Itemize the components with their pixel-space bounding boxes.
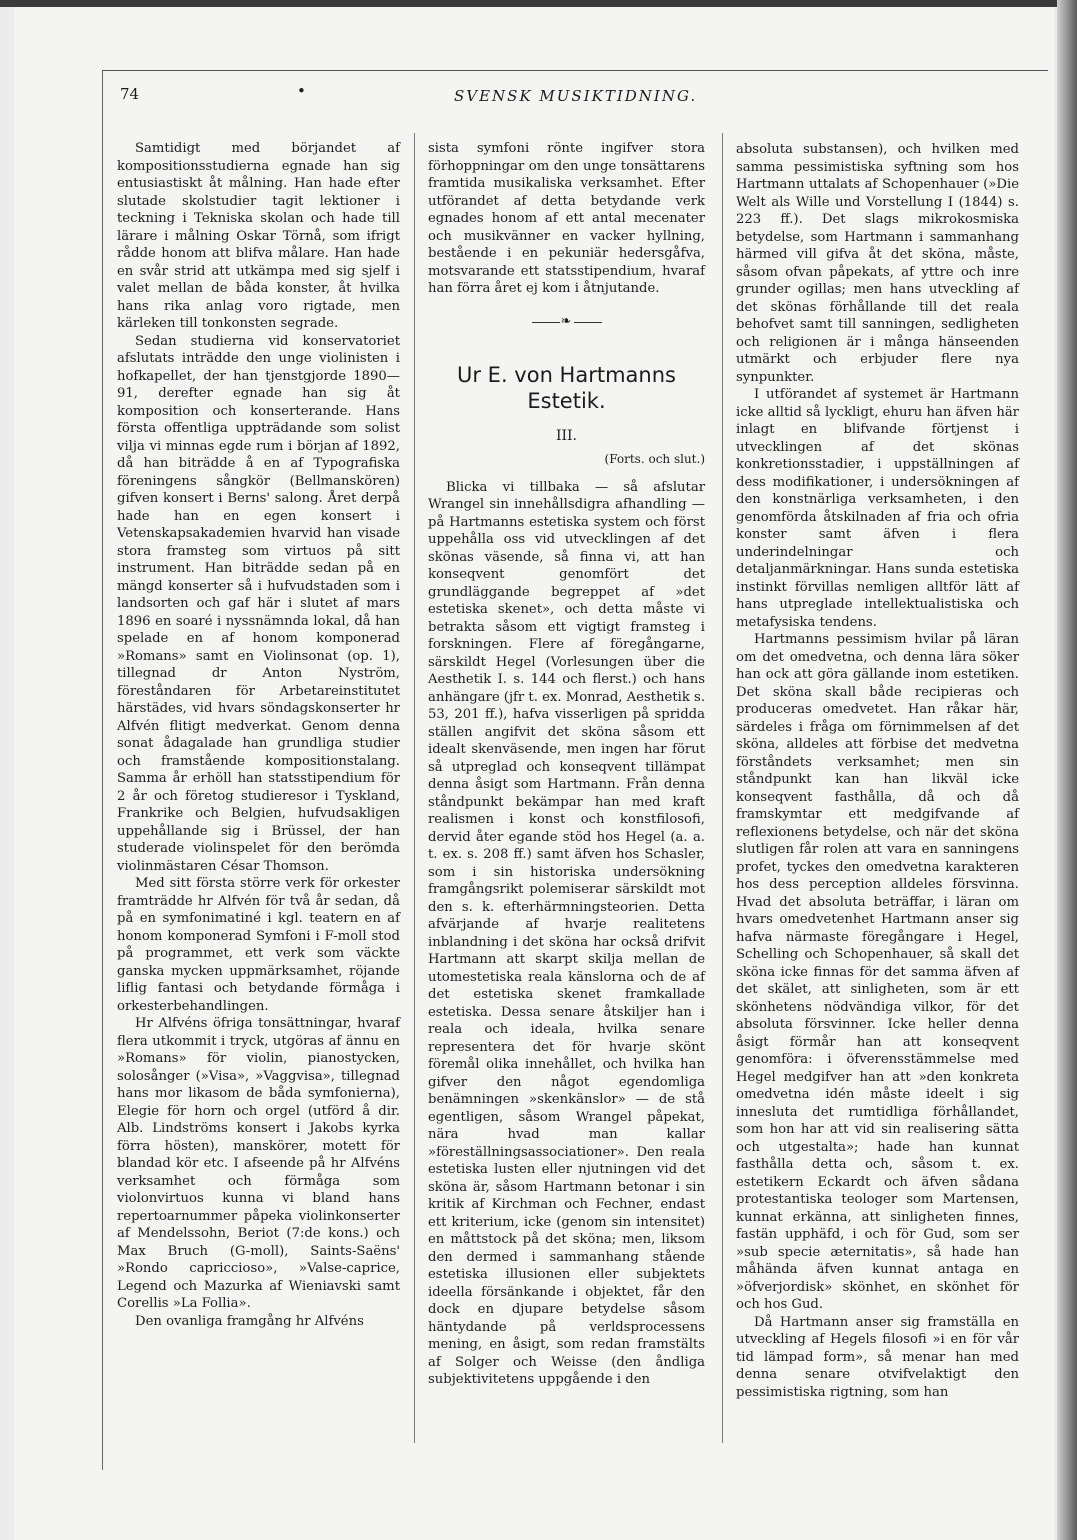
article-title — [428, 362, 705, 414]
column-3 — [736, 141, 1019, 1401]
page-number: 74 — [120, 85, 140, 103]
column-divider-1 — [414, 133, 415, 1443]
column-2 — [428, 140, 705, 1389]
paragraph: Med sitt första större verk för orkester framträdde hr Alfvén för två år sedan, då på en symfonimatiné i kgl. teatern en af honom komponerad Symfoni i F-moll stod på programmet, ett verk som väckte ganska mycken uppmärksamhet, röjande liflig fantasi och betydande förmåga i orkesterbehandlingen. — [117, 876, 400, 1014]
paragraph: Sedan studierna vid konservatoriet afslutats inträdde den unge violinisten i hofkapellet, der han tjenstgjorde 1890—91, derefter egnade han sig åt komposition och konserterande. Hans första offentliga uppträdande som solist vilja vi minnas egde rum i början af 1892, då han biträdde å en af Typografiska föreningens sångkör (Bellmanskören) gifven konsert i Berns' salong. Året derpå hade han en egen konsert i Vetenskapsakademien hvarvid han visade stora framsteg som virtuos på sitt instrument. Han biträdde sedan på en mängd konserter så i hufvudstaden som i landsorten och gaf här i slutet af mars 1896 en soaré i nyssnämnda lokal, då han spelade en af honom komponerad »Romans» samt en Violinsonat (op. 1), tillegnad dr Anton Nyström, föreståndaren för Arbetareinstitutet härstädes, vid hvars söndagskonserter hr Alfvén flitigt medverkat. Genom denna sonat ådagalade han grundliga studier och framstående kompositionstalang. Samma år erhöll han statsstipendium för 2 år och företog studieresor i Tyskland, Frankrike och Belgien, hufvudsakligen uppehållande sig i Brüssel, der han studerade violinspelet för den berömda violinmästaren César Thomson. — [117, 333, 400, 874]
paragraph: Samtidigt med börjandet af kompositionsstudierna egnade han sig entusiastiskt åt målning. Han hade efter slutade skolstudier tagit lektioner i teckning i Tekniska skolan och hade till lärare i målning Oskar Törnå, som ifrigt rådde honom att blifva målare. Han hade en svår strid att utkämpa med sig sjelf i valet mellan de båda konster, åt hvilka hans rika anlag voro rigtade, men kärleken till tonkonsten segrade. — [117, 141, 400, 331]
ornament-line-left — [532, 322, 560, 323]
article-title-line-1: Ur E. von Hartmanns — [457, 362, 676, 387]
fleuron-icon: ❧ — [560, 313, 572, 329]
paragraph: sista symfoni rönte ingifver stora förhoppningar om den unge tonsättarens framtida musikaliska verksamhet. Efter utförandet af detta betydande verk egnades honom af ett antal mecenater och musikvänner en vacker hyllning, bestående i en pekuniär hedersgåfva, motsvarande ett statsstipendium, hvaraf han förra året ej kom i åtnjutande. — [428, 141, 705, 296]
ornament-line-right — [574, 322, 602, 323]
column-divider-2 — [722, 133, 723, 1443]
scan-right-edge — [1057, 0, 1077, 1540]
paragraph: Hartmanns pessimism hvilar på läran om det omedvetna, och denna lära söker han ock att göra gällande inom estetiken. Det sköna skall både recipieras och produceras omedvetet. Han råkar här, särdeles i fråga om förnimmelsen af det sköna, alldeles att förbise det medvetna förståndets verksamhet; men sin ståndpunkt kan han likväl icke konseqvent fasthålla, då och då framskymtar ett medgifvande af reflexionens betydelse, och när det sköna slutligen får rolen att vara en sanningens profet, tyckes den omedvetna karakteren hos dess perception alldeles försvinna. Hvad det absoluta beträffar, i läran om hvars omedvetenhet Hartmann anser sig hafva närmaste föregångare i Hegel, Schelling och Schopenhauer, så skall det sköna icke finnas för det samma äfven af det skälet, att sinligheten, som är ett skönhetens nödvändiga vilkor, för det absoluta försvinner. Icke heller denna åsigt förmår han att konseqvent genomföra: i öfverensstämmelse med Hegel medgifver han att »den konkreta omedvetna idén måste ideelt i sig innesluta det rumtidliga förhållandet, som hon har att vid sin realisering sätta och utgestalta»; hade han kunnat fasthålla detta och, såsom t. ex. estetikern Eckardt och äfven sådana protestantiska teologer som Martensen, kunnat erkänna, att sinligheten finnes, fastän upphäfd, i och för Gud, som ser »sub specie æternitatis», så hade han måhända äfven kunnat antaga en »öfverjordisk» skönhet, en skönhet för och hos Gud. — [736, 632, 1019, 1312]
continued-note: (Forts. och slut.) — [604, 452, 705, 466]
part-number: III. — [555, 427, 578, 444]
paragraph: Den ovanliga framgång hr Alfvéns — [135, 1313, 364, 1329]
journal-page — [14, 7, 1054, 1540]
left-margin-rule — [102, 70, 103, 1470]
running-title: SVENSK MUSIKTIDNING. — [454, 87, 698, 105]
column-1 — [117, 140, 400, 1330]
paragraph: Hr Alfvéns öfriga tonsättningar, hvaraf flera utkommit i tryck, utgöras af ännu en »Romans» för violin, pianostycken, solosånger (»Visa», »Vaggvisa», tillegnad hans mor likasom de båda symfonierna), Elegie för horn och orgel (utförd å dir. Alb. Lindströms konsert i Jakobs kyrka förra hösten), manskörer, motett för blandad kör etc. I afseende på hr Alfvéns verksamhet och förmåga som violonvirtuos kunna vi bland hans repertoarnummer påpeka violinkonserter af Mendelssohn, Beriot (7:de kons.) och Max Bruch (G-moll), Saints-Saëns' »Rondo capriccioso», »Valse-caprice, Legend och Mazurka af Wieniavski samt Corellis »La Follia». — [117, 1016, 400, 1311]
section-ornament — [532, 313, 602, 330]
article-title-line-2: Estetik. — [527, 388, 606, 413]
header-rule — [102, 70, 1048, 71]
paragraph: I utförandet af systemet är Hartmann icke alltid så lyckligt, ehuru han äfven här inlagt en blifvande förtjenst i utvecklingen af det skönas konkretionsstadier, i uppställningen af dess modifikationer, i undersökningen af den konstnärliga verksamheten, i den genomförda åtskilnaden af fria och ofria konster samt äfven i flera underindelningar och detaljanmärkningar. Hans sunda estetiska instinkt förvillas nemligen alltför lätt af hans utpreglade intellektualistiska och metafysiska tendens. — [736, 387, 1019, 630]
paragraph: absoluta substansen), och hvilken med samma pessimistiska syftning som hos Hartmann uttalats af Schopenhauer (»Die Welt als Wille und Vorstellung I (1844) s. 223 ff.). Det slags mikrokosmiska betydelse, som Hartmann i sammanhang härmed vill gifva åt det sköna, måste, såsom ofvan påpekats, af yttre och inre grunder ogillas; men hans utveckling af det skönas förhållande till det reala behofvet samt till sanningen, sedligheten och religionen är i många hänseenden utmärkt och erbjuder flere nya synpunkter. — [736, 142, 1019, 385]
paragraph: Blicka vi tillbaka — så afslutar Wrangel sin innehållsdigra afhandling — på Hartmanns estetiska system och först uppehålla oss vid utvecklingen af det skönas väsende, så finna vi, att han konseqvent genomfört det grundläggande begreppet af »det estetiska skenet», och detta måste vi betrakta såsom ett vigtigt framsteg i forskningen. Flere af föregångarne, särskildt Hegel (Vorlesungen über die Aesthetik I. s. 144 och flerst.) och hans anhängare (jfr t. ex. Monrad, Aesthetik s. 53, 201 ff.), hafva visserligen på spridda ställen angifvit det sköna såsom ett idealt skenväsende, men ingen har förut så utpreglad och konseqvent tillämpat denna åsigt som Hartmann. Från denna ståndpunkt bekämpar han med kraft realismen i konst och konstfilosofi, dervid åter egande stöd hos Hegel (a. a. t. ex. s. 208 ff.) samt äfven hos Schasler, som i sin historiska undersökning framgångsrikt polemiserar särskildt mot den s. k. efterhärmningsteorien. Detta afvärjande af hvarje realitetens inblandning i det sköna har också drifvit Hartmann att skarpt skilja mellan de utomestetiska reala känslorna och de af det estetiska skenet framkallade estetiska. Dessa senare åtskiljer han i reala och ideala, hvilka senare representera det för hvarje skönt föremål olika innehållet, och hvilka han gifver den något egendomliga benämningen »skenkänslor» — de stå egentligen, såsom Wrangel påpekat, nära hvad man kallar »föreställningsassociationer». Den reala estetiska lusten eller njutningen vid det sköna är, såsom Hartmann betonar i sin kritik af Kirchman och Fechner, endast ett kriterium, icke (genom sin intensitet) en måttstock på det sköna; men, liksom den dermed i sammanhang stående estetiska illusionen eller subjektets ideella försänkande i objektet, får den dock en djupare betydelse såsom häntydande på verldsprocessens mening, en åsigt, som redan framstälts af Solger och Weisse (den åndliga subjektivitetens uppgående i den — [428, 479, 706, 1387]
paragraph: Då Hartmann anser sig framställa en utveckling af Hegels filosofi »i en för vår tid lämpad form», så menar han med denna senare otvifvelaktigt den pessimistiska rigtning, som han — [736, 1314, 1019, 1400]
scan-top-edge — [0, 0, 1077, 7]
header-dot: • — [297, 82, 306, 100]
